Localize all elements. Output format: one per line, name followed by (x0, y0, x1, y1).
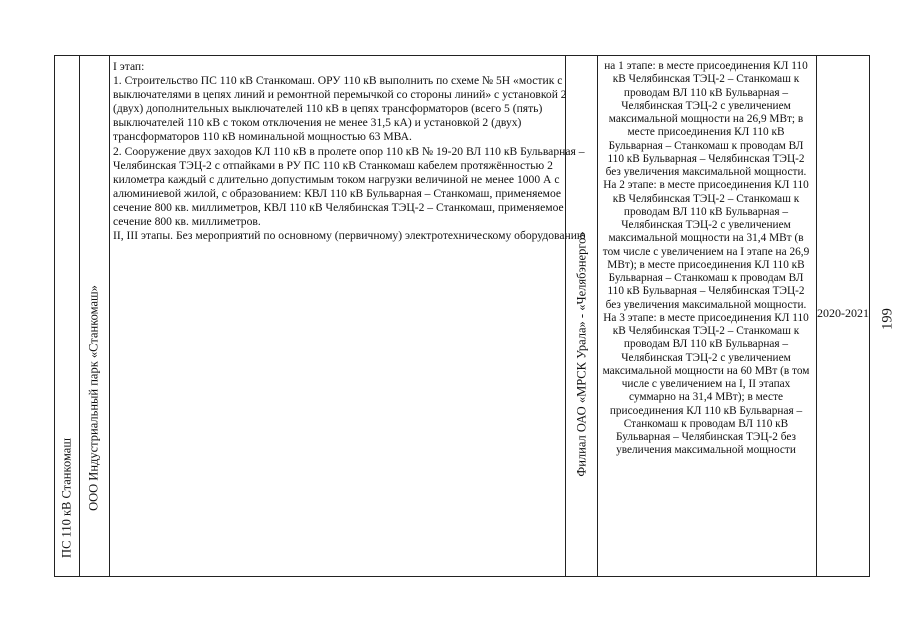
work-item: 2. Сооружение двух заходов КЛ 110 кВ в пролете опор 110 кВ № 19-20 ВЛ 110 кВ Бульварная – Челябинская ТЭЦ-2 с отпайками в РУ ПС 110 кВ Станкомаш кабелем протяжённостью 2 километра каждый с длительно допустимым током нагрузки величиной не менее 1000 А с алюминиевой жилой, с образованием: КВЛ 110 кВ Бульварная – Станкомаш, применяемое сечение 800 кв. миллиметров, КВЛ 110 кВ Челябинская ТЭЦ-2 – Станкомаш, применяемое сечение 800 кв. миллиметров. (113, 144, 585, 229)
column-divider (79, 55, 80, 577)
column-divider (54, 55, 55, 577)
table-bottom-border (54, 576, 870, 577)
column-divider (869, 55, 870, 577)
table-top-border (54, 55, 870, 56)
condition-stage: на 1 этапе: в месте присоединения КЛ 110 кВ Челябинская ТЭЦ-2 – Станкомаш к проводам ВЛ 110 кВ Бульварная – Челябинская ТЭЦ-2 с увеличением максимальной мощности на 26,9 МВт; в месте присоединения КЛ 110 кВ Бульварная – Станкомаш к проводам ВЛ 110 кВ Бульварная – Челябинская ТЭЦ-2 без увеличения максимальной мощности. (604, 60, 808, 178)
connection-conditions-cell (600, 60, 812, 458)
customer-cell: ООО Индустриальный парк «Станкомаш» (86, 285, 101, 511)
object-name-cell: ПС 110 кВ Станкомаш (59, 438, 74, 558)
condition-stage: На 2 этапе: в месте присоединения КЛ 110 кВ Челябинская ТЭЦ-2 – Станкомаш к проводам ВЛ 110 кВ Бульварная – Челябинская ТЭЦ-2 с увеличением максимальной мощности на 31,4 МВт (в том числе с увеличением на I этапе на 26,9 МВт); в месте присоединения КЛ 110 кВ Бульварная – Станкомаш к проводам ВЛ 110 кВ Бульварная – Челябинская ТЭЦ-2 без увеличения максимальной мощности. (602, 179, 810, 311)
condition-stage: На 3 этапе: в месте присоединения КЛ 110 кВ Челябинская ТЭЦ-2 – Станкомаш к проводам ВЛ 110 кВ Бульварная – Челябинская ТЭЦ-2 с увеличением максимальной мощности на 60 МВт (в том числе с увеличением на I, II этапах суммарно на 31,4 МВт); в месте присоединения КЛ 110 кВ Бульварная – Станкомаш к проводам ВЛ 110 кВ Бульварная – Челябинская ТЭЦ-2 без увеличения максимальной мощности (602, 311, 810, 457)
column-divider (109, 55, 110, 577)
grid-operator-cell: Филиал ОАО «МРСК Урала» - «Челябэнерго» (574, 231, 589, 477)
page-number: 199 (879, 308, 896, 330)
column-divider (597, 55, 598, 577)
work-item: II, III этапы. Без мероприятий по основному (первичному) электротехническому оборудованию (113, 229, 586, 243)
work-description-cell (113, 60, 591, 243)
work-item: 1. Строительство ПС 110 кВ Станкомаш. ОРУ 110 кВ выполнить по схеме № 5Н «мостик с выключателями в цепях линий и ремонтной перемычкой со стороны линий» с установкой 2 (двух) дополнительных выключателей 110 кВ в цепях трансформаторов (всего 5 (пять) выключателей 110 кВ с током отключения не менее 31,5 кА) и установкой 2 (двух) трансформаторов 110 кВ номинальной мощностью 63 МВА. (113, 74, 567, 144)
implementation-years-cell: 2020-2021 (817, 306, 869, 320)
work-stage-heading: I этап: (113, 60, 145, 73)
